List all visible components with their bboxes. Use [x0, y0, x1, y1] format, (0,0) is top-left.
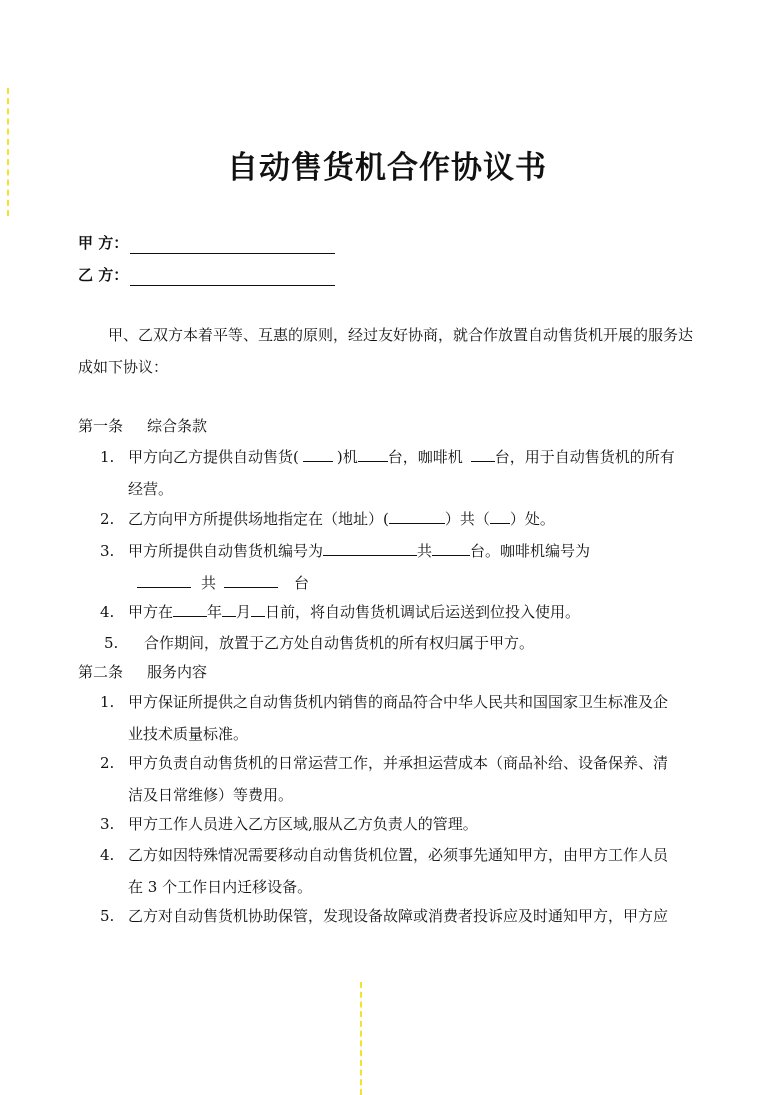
party-a-label: 甲 方： — [78, 234, 129, 252]
article-2-item-5: 5. 乙方对自动售货机协助保管，发现设备故障或消费者投诉应及时通知甲方，甲方应 — [100, 900, 698, 932]
item-number: 5. — [104, 634, 119, 652]
article-1-item-1: 1. 甲方向乙方提供自动售货( )机 台，咖啡机 台，用于自动售货机的所有 经营。 — [100, 441, 698, 505]
party-a-line — [78, 232, 335, 254]
article-1-item-3: 3. 甲方所提供自动售货机编号为 共 台。咖啡机编号为 共 台 — [100, 535, 698, 599]
article-2-title: 服务内容 — [147, 663, 208, 681]
item-number: 1. — [100, 448, 115, 466]
blank-field — [224, 570, 278, 588]
item-number: 4. — [100, 603, 115, 621]
blank-field — [222, 599, 236, 617]
intro-paragraph: 甲、乙双方本着平等、互惠的原则，经过友好协商，就合作放置自动售货机开展的服务达成如下协议： — [78, 326, 694, 376]
party-b-label: 乙 方： — [78, 266, 129, 284]
party-a-blank — [130, 235, 335, 254]
document-title: 自动售货机合作协议书 — [227, 150, 547, 186]
article-2-item-1: 1. 甲方保证所提供之自动售货机内销售的商品符合中华人民共和国国家卫生标准及企 业技术质量标准。 — [100, 686, 698, 750]
blank-field — [389, 506, 445, 524]
blank-field — [251, 599, 265, 617]
article-1-number: 第一条 — [78, 417, 124, 435]
article-2-item-4: 4. 乙方如因特殊情况需要移动自动售货机位置，必须事先通知甲方，由甲方工作人员 在 3 个工作日内迁移设备。 — [100, 839, 698, 903]
item-number: 5. — [100, 907, 115, 925]
blank-field — [303, 444, 333, 462]
article-1-title: 综合条款 — [147, 417, 208, 435]
item-number: 1. — [100, 693, 115, 711]
article-1-heading — [78, 415, 207, 437]
item-number: 4. — [100, 846, 115, 864]
blank-field — [432, 538, 470, 556]
article-2-number: 第二条 — [78, 663, 124, 681]
item-number: 3. — [100, 542, 115, 560]
blank-field — [490, 506, 510, 524]
party-b-blank — [130, 267, 335, 286]
article-2-item-3: 3. 甲方工作人员进入乙方区域,服从乙方负责人的管理。 — [100, 808, 698, 840]
blank-field — [137, 570, 191, 588]
party-b-line — [78, 264, 335, 286]
article-1-item-4: 4. 甲方在 年 月 日前，将自动售货机调试后运送到位投入使用。 — [100, 596, 698, 628]
fold-guide-bottom — [360, 982, 362, 1095]
item-number: 2. — [100, 510, 115, 528]
blank-field — [173, 599, 207, 617]
blank-field — [358, 444, 388, 462]
item-number: 2. — [100, 754, 115, 772]
article-1-item-2: 2. 乙方向甲方所提供场地指定在（地址）( ）共（ ）处。 — [100, 503, 698, 535]
blank-field — [323, 538, 417, 556]
article-2-item-2: 2. 甲方负责自动售货机的日常运营工作，并承担运营成本（商品补给、设备保养、清 洁及日常维修）等费用。 — [100, 747, 698, 811]
article-2-heading — [78, 661, 207, 683]
blank-field — [471, 444, 495, 462]
article-1-item-5: 5. 合作期间，放置于乙方处自动售货机的所有权归属于甲方。 — [104, 627, 702, 659]
item-number: 3. — [100, 815, 115, 833]
